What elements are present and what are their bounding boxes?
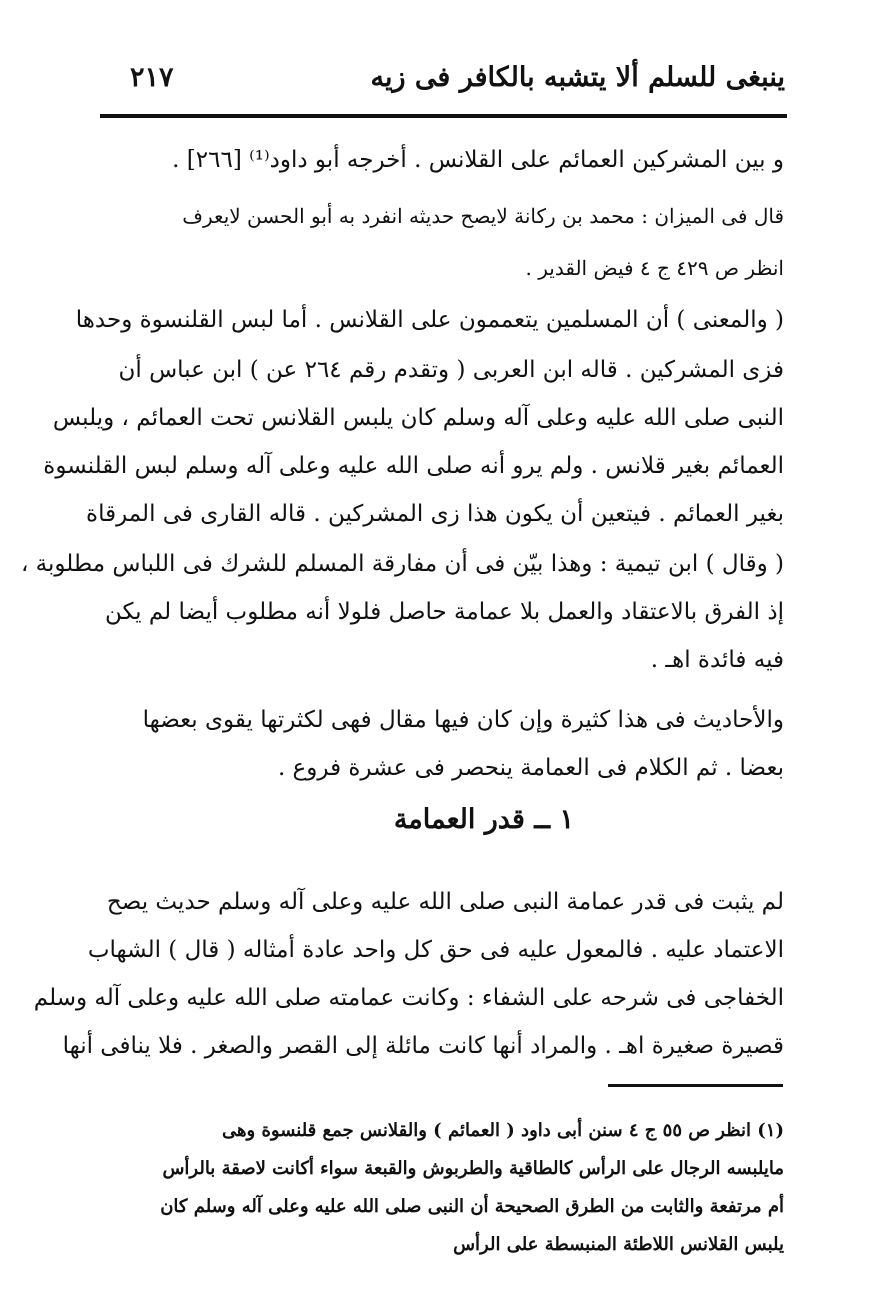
running-title: ينبغى للسلم ألا يتشبه بالكافر فى زيه xyxy=(370,62,785,93)
header-rule xyxy=(100,114,787,118)
text-line: قصيرة صغيرة اهـ . والمراد أنها كانت مائلة إلى القصر والصغر . فلا ينافى أنها xyxy=(62,1033,784,1059)
text-line: قال فى الميزان : محمد بن ركانة لايصح حديثه انفرد به أبو الحسن لايعرف xyxy=(182,204,784,228)
text-line: الاعتماد عليه . فالمعول عليه فى حق كل واحد عادة أمثاله ( قال ) الشهاب xyxy=(87,937,784,963)
text-line: ( وقال ) ابن تيمية : وهذا بيّن فى أن مفارقة المسلم للشرك فى اللباس مطلوبة ، xyxy=(20,551,784,577)
footnote-line: أم مرتفعة والثابت من الطرق الصحيحة أن النبى صلى الله عليه وعلى آله وسلم كان xyxy=(160,1196,784,1217)
section-heading: ١ ــ قدر العمامة xyxy=(393,804,574,835)
text-line: ( والمعنى ) أن المسلمين يتعممون على القلانس . أما لبس القلنسوة وحدها xyxy=(75,307,784,333)
text-line: والأحاديث فى هذا كثيرة وإن كان فيها مقال فهى لكثرتها يقوى بعضها xyxy=(142,707,784,733)
text-line: بعضا . ثم الكلام فى العمامة ينحصر فى عشرة فروع . xyxy=(277,755,784,781)
text-line: و بين المشركين العمائم على القلانس . أخرجه أبو داود⁽¹⁾ [٢٦٦] . xyxy=(172,147,784,173)
footnote-line: يلبس القلانس اللاطئة المنبسطة على الرأس xyxy=(453,1234,784,1255)
page-number: ٢١٧ xyxy=(130,62,174,93)
footnote-rule xyxy=(608,1084,783,1087)
text-line: بغير العمائم . فيتعين أن يكون هذا زى المشركين . قاله القارى فى المرقاة xyxy=(86,501,784,527)
text-line: لم يثبت فى قدر عمامة النبى صلى الله عليه وعلى آله وسلم حديث يصح xyxy=(106,889,784,915)
text-line: النبى صلى الله عليه وعلى آله وسلم كان يلبس القلانس تحت العمائم ، ويلبس xyxy=(52,405,784,431)
page-header xyxy=(100,62,785,112)
text-line: انظر ص ٤٢٩ ج ٤ فيض القدير . xyxy=(525,256,784,280)
text-line: الخفاجى فى شرحه على الشفاء : وكانت عمامته صلى الله عليه وعلى آله وسلم xyxy=(33,985,784,1011)
footnote-line: مايلبسه الرجال على الرأس كالطاقية والطربوش والقبعة سواء أكانت لاصقة بالرأس xyxy=(162,1158,784,1179)
text-line: فزى المشركين . قاله ابن العربى ( وتقدم رقم ٢٦٤ عن ) ابن عباس أن xyxy=(118,357,784,383)
footnote-line: (١) انظر ص ٥٥ ج ٤ سنن أبى داود ( العمائم ) والقلانس جمع قلنسوة وهى xyxy=(222,1120,784,1141)
text-line: إذ الفرق بالاعتقاد والعمل بلا عمامة حاصل فلولا أنه مطلوب أيضا لم يكن xyxy=(104,599,784,625)
text-line: العمائم بغير قلانس . ولم يرو أنه صلى الله عليه وعلى آله وسلم لبس القلنسوة xyxy=(43,453,784,479)
text-line: فيه فائدة اهـ . xyxy=(650,647,784,673)
